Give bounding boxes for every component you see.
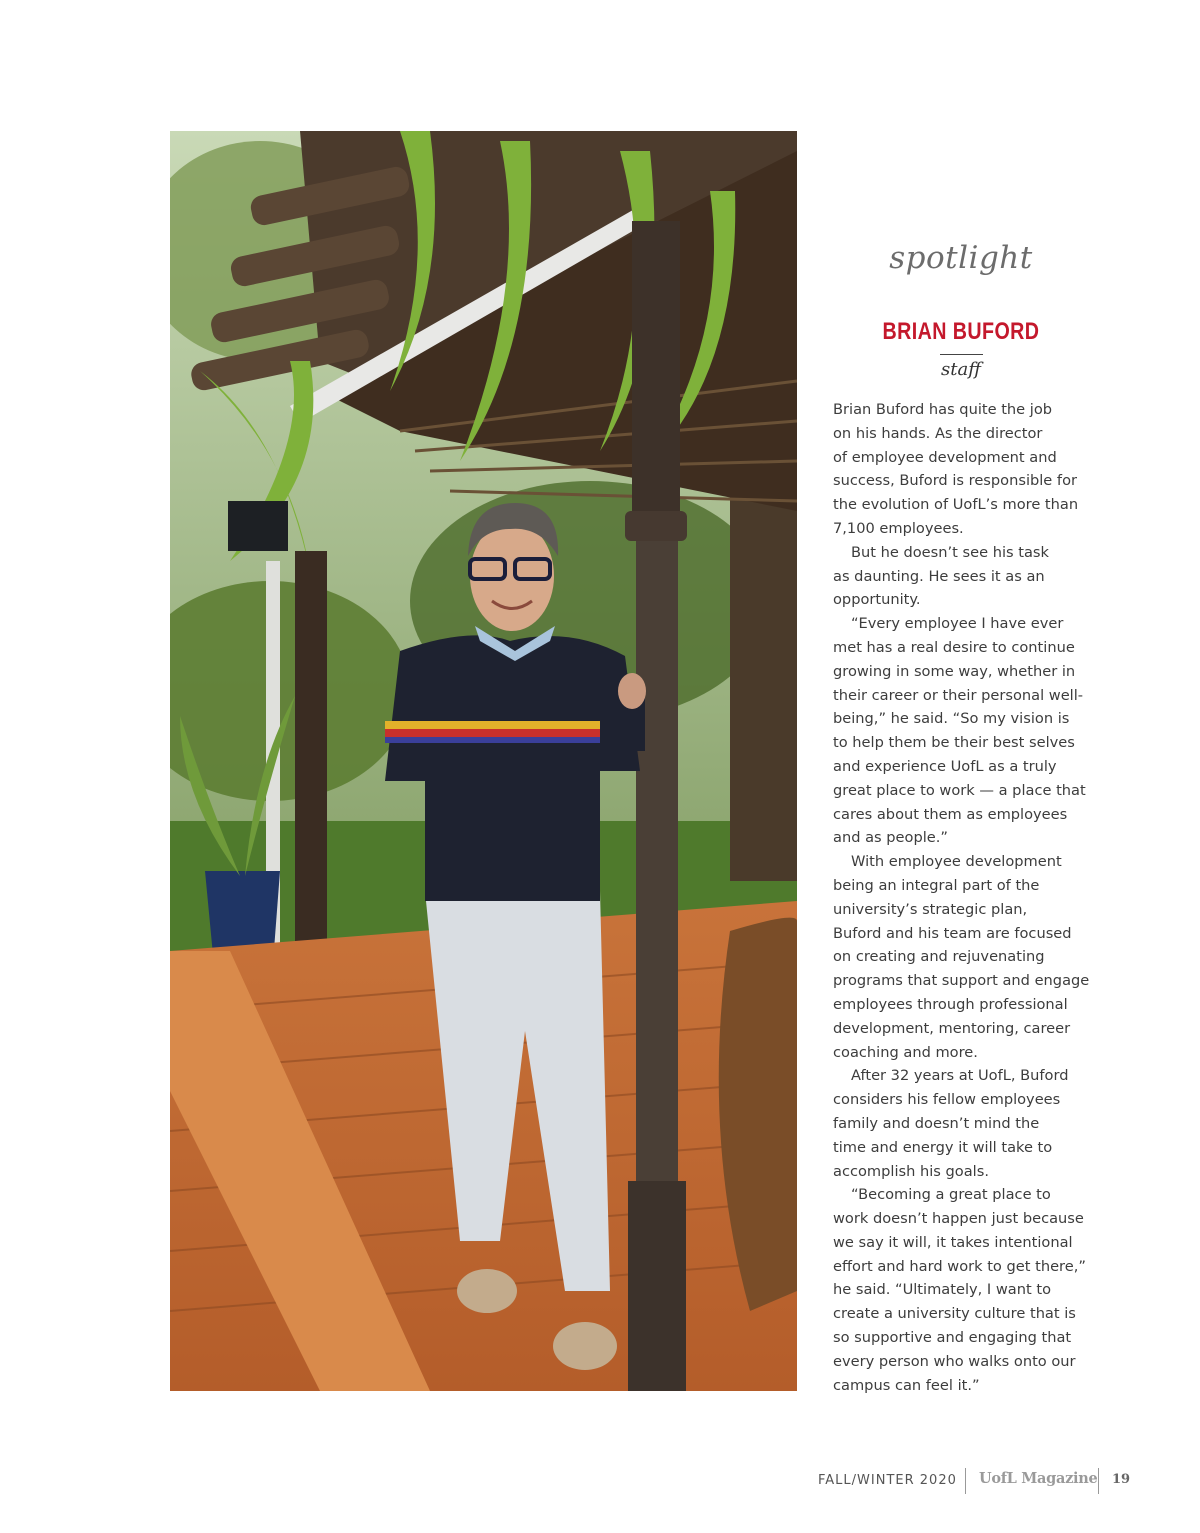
body-line: great place to work — a place that: [833, 781, 1086, 799]
body-line: success, Buford is responsible for: [833, 472, 1077, 490]
body-line: development, mentoring, career: [833, 1019, 1071, 1037]
body-line: met has a real desire to continue: [833, 638, 1075, 656]
body-line: campus can feel it.”: [833, 1376, 980, 1394]
body-line: and experience UofL as a truly: [833, 757, 1057, 775]
body-line: create a university culture that is: [833, 1305, 1076, 1323]
footer-divider: [1098, 1468, 1099, 1494]
body-line: Buford and his team are focused: [833, 924, 1072, 942]
body-line: With employee development: [851, 853, 1062, 871]
name-divider: [940, 354, 983, 355]
body-line: employees through professional: [833, 995, 1068, 1013]
body-line: Brian Buford has quite the job: [833, 401, 1053, 418]
body-line: of employee development and: [833, 448, 1057, 466]
body-line: the evolution of UofL’s more than: [833, 496, 1079, 514]
body-line: coaching and more.: [833, 1043, 978, 1061]
body-line: “Every employee I have ever: [851, 615, 1064, 633]
body-line: work doesn’t happen just because: [833, 1210, 1084, 1228]
body-line: to help them be their best selves: [833, 734, 1075, 752]
body-line: family and doesn’t mind the: [833, 1114, 1040, 1132]
body-line: effort and hard work to get there,”: [833, 1257, 1086, 1275]
body-line: considers his fellow employees: [833, 1091, 1061, 1109]
body-line: growing in some way, whether in: [833, 662, 1076, 680]
body-line: he said. “Ultimately, I want to: [833, 1281, 1051, 1299]
porch-scene-illustration: [170, 131, 797, 1391]
issue-date: FALL/WINTER 2020: [818, 1473, 957, 1488]
body-line: programs that support and engage: [833, 972, 1090, 990]
article-body: [833, 398, 1095, 1397]
body-line: and as people.”: [833, 829, 948, 847]
body-line: as daunting. He sees it as an: [833, 567, 1045, 585]
body-line: being an integral part of the: [833, 876, 1040, 894]
body-line: cares about them as employees: [833, 805, 1068, 823]
body-line: so supportive and engaging that: [833, 1329, 1072, 1347]
body-line: But he doesn’t see his task: [851, 543, 1049, 561]
body-line: we say it will, it takes intentional: [833, 1233, 1073, 1251]
body-line: opportunity.: [833, 591, 921, 609]
body-line: every person who walks onto our: [833, 1352, 1076, 1370]
body-line: accomplish his goals.: [833, 1162, 989, 1180]
body-line: their career or their personal well-: [833, 686, 1084, 704]
body-line: on creating and rejuvenating: [833, 948, 1045, 966]
page-number: 19: [1112, 1472, 1131, 1487]
footer-divider: [965, 1468, 966, 1494]
body-line: on his hands. As the director: [833, 424, 1043, 442]
profile-name: BRIAN BUFORD: [882, 318, 1040, 345]
body-line: time and energy it will take to: [833, 1138, 1053, 1156]
body-line: After 32 years at UofL, Buford: [851, 1067, 1069, 1085]
body-line: being,” he said. “So my vision is: [833, 710, 1070, 728]
magazine-title: UofL Magazine: [979, 1470, 1098, 1487]
body-line: university’s strategic plan,: [833, 900, 1028, 918]
profile-role: staff: [941, 359, 981, 380]
portrait-photo: [170, 131, 797, 1391]
body-line: “Becoming a great place to: [851, 1186, 1051, 1204]
section-label: spotlight: [889, 240, 1033, 276]
body-line: 7,100 employees.: [833, 519, 964, 537]
